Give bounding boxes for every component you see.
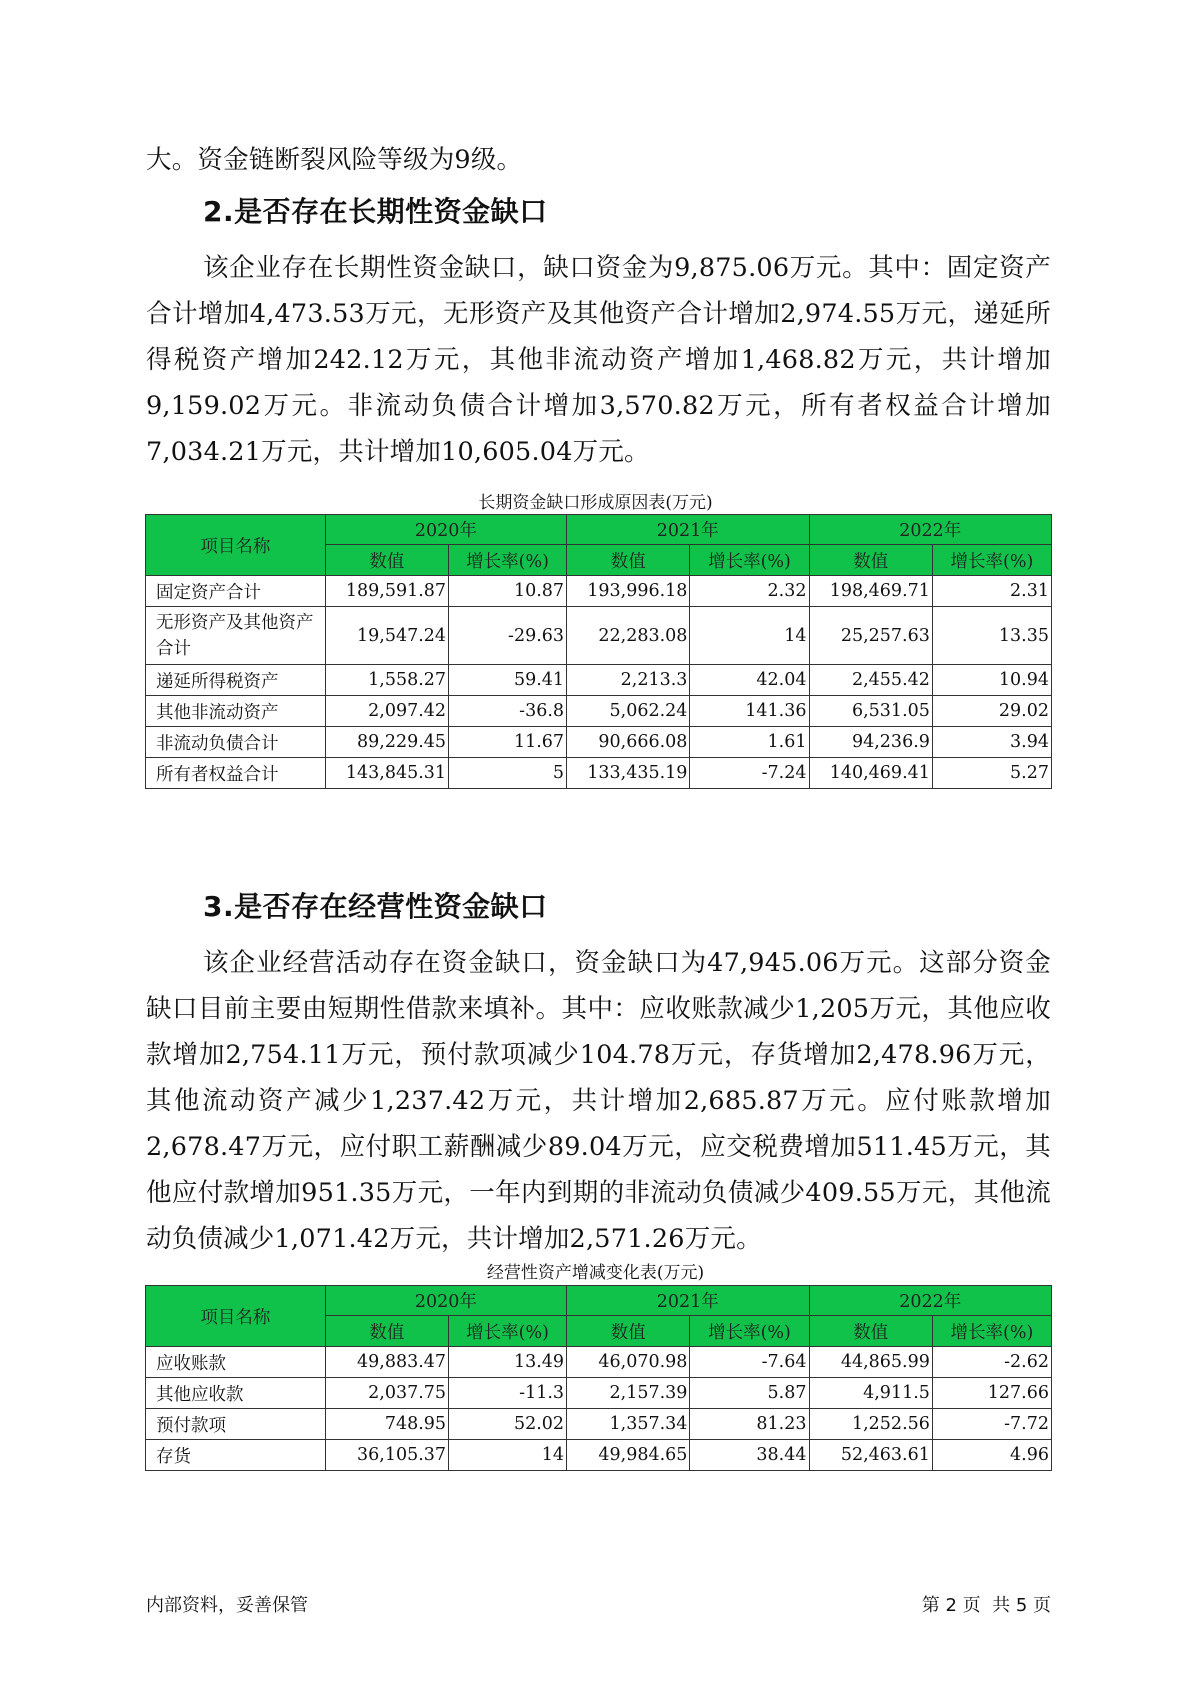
table-1-value-header: 数值: [325, 545, 448, 576]
intro-tail-text: 大。资金链断裂风险等级为9级。: [146, 145, 523, 175]
cell-value: 198,469.71: [809, 576, 932, 607]
cell-rate: 11.67: [449, 727, 567, 758]
cell-rate: 38.44: [690, 1440, 809, 1471]
cell-rate: -36.8: [449, 696, 567, 727]
table-1-rate-header: 增长率(%): [932, 545, 1051, 576]
table-1-caption: 长期资金缺口形成原因表(万元): [478, 493, 713, 513]
section-2-heading: 2.是否存在长期性资金缺口: [203, 195, 548, 228]
cell-value: 4,911.5: [809, 1378, 932, 1409]
section-2-paragraph: 该企业存在长期性资金缺口，缺口资金为9,875.06万元。其中：固定资产合计增加4,473.53万元，无形资产及其他资产合计增加2,974.55万元，递延所得税资产增加242.12万元，其他非流动资产增加1,468.82万元，共计增加9,159.02万元。非流动负债合计增加3,570.82万元，所有者权益合计增加7,034.21万元，共计增加10,605.04万元。: [146, 253, 1051, 467]
cell-value: 2,157.39: [567, 1378, 690, 1409]
row-name: 预付款项: [146, 1409, 326, 1440]
cell-value: 2,213.3: [567, 665, 690, 696]
cell-value: 193,996.18: [567, 576, 690, 607]
row-name: 递延所得税资产: [146, 665, 326, 696]
cell-value: 1,357.34: [567, 1409, 690, 1440]
table-1-year-header: 2021年: [567, 515, 809, 545]
cell-rate: 81.23: [690, 1409, 809, 1440]
table-row: [146, 696, 1052, 727]
row-name: 非流动负债合计: [146, 727, 326, 758]
table-row: [146, 727, 1052, 758]
cell-value: 2,037.75: [325, 1378, 448, 1409]
table-2-rate-header: 增长率(%): [449, 1316, 567, 1347]
row-name: 固定资产合计: [146, 576, 326, 607]
table-1-value-header: 数值: [567, 545, 690, 576]
table-1-rate-header: 增长率(%): [449, 545, 567, 576]
cell-rate: -29.63: [449, 607, 567, 665]
long-term-gap-table: [145, 514, 1052, 789]
cell-value: 52,463.61: [809, 1440, 932, 1471]
cell-rate: 5.27: [932, 758, 1051, 789]
table-row: [146, 665, 1052, 696]
cell-rate: 42.04: [690, 665, 809, 696]
cell-rate: 59.41: [449, 665, 567, 696]
cell-value: 5,062.24: [567, 696, 690, 727]
section-3-paragraph: 该企业经营活动存在资金缺口，资金缺口为47,945.06万元。这部分资金缺口目前主要由短期性借款来填补。其中：应收账款减少1,205万元，其他应收款增加2,754.11万元，预付款项减少104.78万元，存货增加2,478.96万元，其他流动资产减少1,237.42万元，共计增加2,685.87万元。应付账款增加2,678.47万元，应付职工薪酬减少89.04万元，应交税费增加511.45万元，其他应付款增加951.35万元，一年内到期的非流动负债减少409.55万元，其他流动负债减少1,071.42万元，共计增加2,571.26万元。: [146, 948, 1051, 1254]
cell-rate: -7.24: [690, 758, 809, 789]
cell-rate: 52.02: [449, 1409, 567, 1440]
table-2-year-header: 2022年: [809, 1286, 1051, 1316]
cell-value: 25,257.63: [809, 607, 932, 665]
table-2-value-header: 数值: [325, 1316, 448, 1347]
cell-rate: 14: [690, 607, 809, 665]
cell-value: 1,558.27: [325, 665, 448, 696]
cell-rate: 13.49: [449, 1347, 567, 1378]
cell-rate: 127.66: [932, 1378, 1051, 1409]
cell-value: 1,252.56: [809, 1409, 932, 1440]
cell-rate: -7.72: [932, 1409, 1051, 1440]
cell-value: 748.95: [325, 1409, 448, 1440]
row-name: 存货: [146, 1440, 326, 1471]
row-name: 其他应收款: [146, 1378, 326, 1409]
table-2-caption: 经营性资产增减变化表(万元): [486, 1263, 705, 1283]
cell-rate: 2.31: [932, 576, 1051, 607]
cell-value: 6,531.05: [809, 696, 932, 727]
operating-assets-table: [145, 1285, 1052, 1471]
cell-rate: 10.87: [449, 576, 567, 607]
table-row: [146, 576, 1052, 607]
row-name: 其他非流动资产: [146, 696, 326, 727]
cell-rate: -2.62: [932, 1347, 1051, 1378]
cell-rate: 5: [449, 758, 567, 789]
cell-rate: -7.64: [690, 1347, 809, 1378]
table-1-value-header: 数值: [809, 545, 932, 576]
section-3-heading: 3.是否存在经营性资金缺口: [203, 890, 548, 923]
cell-rate: 29.02: [932, 696, 1051, 727]
table-2-value-header: 数值: [567, 1316, 690, 1347]
table-1-name-header: 项目名称: [146, 515, 326, 576]
cell-value: 2,455.42: [809, 665, 932, 696]
table-row: [146, 1347, 1052, 1378]
table-2-name-header: 项目名称: [146, 1286, 326, 1347]
cell-value: 143,845.31: [325, 758, 448, 789]
table-1-year-header: 2022年: [809, 515, 1051, 545]
cell-rate: 5.87: [690, 1378, 809, 1409]
footer-confidential-note: 内部资料，妥善保管: [146, 1595, 308, 1616]
cell-value: 49,984.65: [567, 1440, 690, 1471]
table-row: [146, 1378, 1052, 1409]
table-row: [146, 758, 1052, 789]
cell-value: 19,547.24: [325, 607, 448, 665]
cell-value: 90,666.08: [567, 727, 690, 758]
cell-value: 94,236.9: [809, 727, 932, 758]
footer-page-number: 第 2 页 共 5 页: [921, 1595, 1051, 1616]
cell-value: 22,283.08: [567, 607, 690, 665]
table-2-rate-header: 增长率(%): [932, 1316, 1051, 1347]
table-row: [146, 1409, 1052, 1440]
table-1-rate-header: 增长率(%): [690, 545, 809, 576]
cell-value: 2,097.42: [325, 696, 448, 727]
cell-value: 36,105.37: [325, 1440, 448, 1471]
table-2-value-header: 数值: [809, 1316, 932, 1347]
row-name: 所有者权益合计: [146, 758, 326, 789]
cell-value: 46,070.98: [567, 1347, 690, 1378]
cell-rate: 141.36: [690, 696, 809, 727]
cell-value: 44,865.99: [809, 1347, 932, 1378]
cell-rate: 2.32: [690, 576, 809, 607]
cell-rate: 13.35: [932, 607, 1051, 665]
cell-rate: 10.94: [932, 665, 1051, 696]
cell-rate: 3.94: [932, 727, 1051, 758]
cell-value: 49,883.47: [325, 1347, 448, 1378]
table-1-year-header: 2020年: [325, 515, 566, 545]
table-2-rate-header: 增长率(%): [690, 1316, 809, 1347]
row-name: 应收账款: [146, 1347, 326, 1378]
cell-rate: 14: [449, 1440, 567, 1471]
cell-rate: 4.96: [932, 1440, 1051, 1471]
table-2-year-header: 2021年: [567, 1286, 809, 1316]
cell-value: 89,229.45: [325, 727, 448, 758]
cell-value: 189,591.87: [325, 576, 448, 607]
cell-rate: -11.3: [449, 1378, 567, 1409]
table-2-year-header: 2020年: [325, 1286, 566, 1316]
table-row: [146, 1440, 1052, 1471]
cell-rate: 1.61: [690, 727, 809, 758]
cell-value: 140,469.41: [809, 758, 932, 789]
row-name: 无形资产及其他资产合计: [146, 607, 326, 665]
cell-value: 133,435.19: [567, 758, 690, 789]
table-row: [146, 607, 1052, 665]
